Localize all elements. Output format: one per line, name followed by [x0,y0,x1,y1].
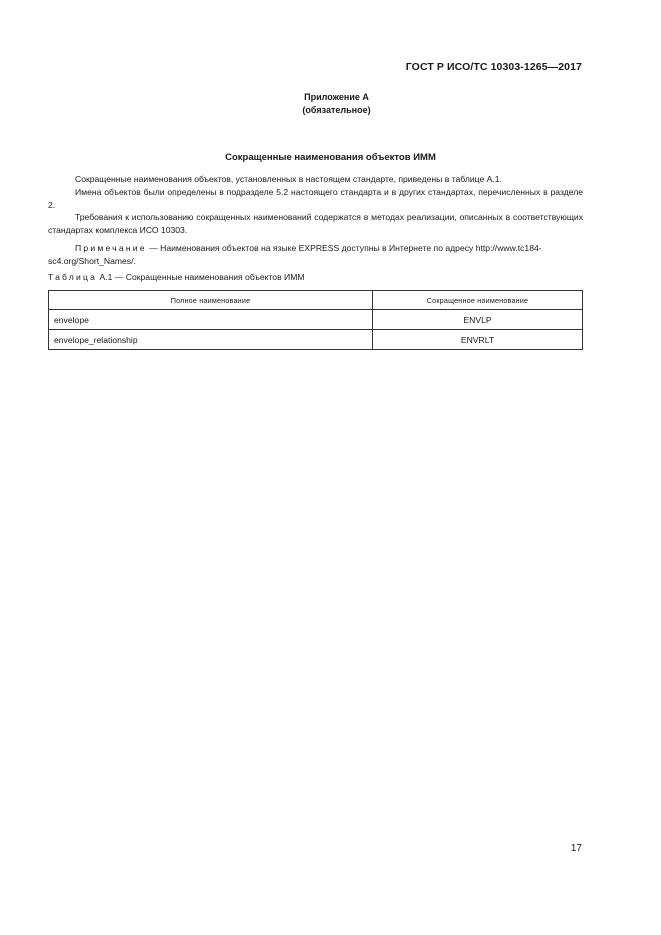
note-text: — Наименования объектов на языке EXPRESS доступны в Интернете по адресу http://www.tc184-sc4.org/Short_Names/. [48,243,542,266]
annex-title: Приложение А [304,92,369,102]
full-name-cell: envelope [49,310,373,330]
table-row [49,310,583,330]
column-header-full-name: Полное наименование [49,291,373,310]
table-caption-label: Таблица [48,272,98,282]
paragraph: Требования к использованию сокращенных наименований содержатся в методах реализации, описанных в соответствующих стандартах комплекса ИСО 10303. [48,212,583,236]
document-code: ГОСТ Р ИСО/ТС 10303-1265—2017 [405,61,582,73]
note-label: Примечание [75,243,147,253]
page-number: 17 [570,843,582,854]
short-name-cell: ENVRLT [373,330,583,350]
annex-status: (обязательное) [302,105,371,115]
paragraph: Сокращенные наименования объектов, установленных в настоящем стандарте, приведены в таблице А.1. [75,174,502,184]
table-caption-text: А.1 — Сокращенные наименования объектов ИММ [99,272,305,282]
table-header-row [49,291,583,310]
short-name-cell: ENVLP [373,310,583,330]
full-name-cell: envelope_relationship [49,330,373,350]
body-text [48,173,583,237]
column-header-short-name: Сокращенное наименование [373,291,583,310]
short-names-table [48,290,583,350]
table-caption [48,272,305,282]
paragraph: Имена объектов были определены в подразделе 5.2 настоящего стандарта и в других стандартах, перечисленных в разделе 2. [48,186,583,210]
note [48,242,583,268]
table-row [49,330,583,350]
section-title: Сокращенные наименования объектов ИММ [225,152,436,163]
annex-heading [0,91,661,117]
